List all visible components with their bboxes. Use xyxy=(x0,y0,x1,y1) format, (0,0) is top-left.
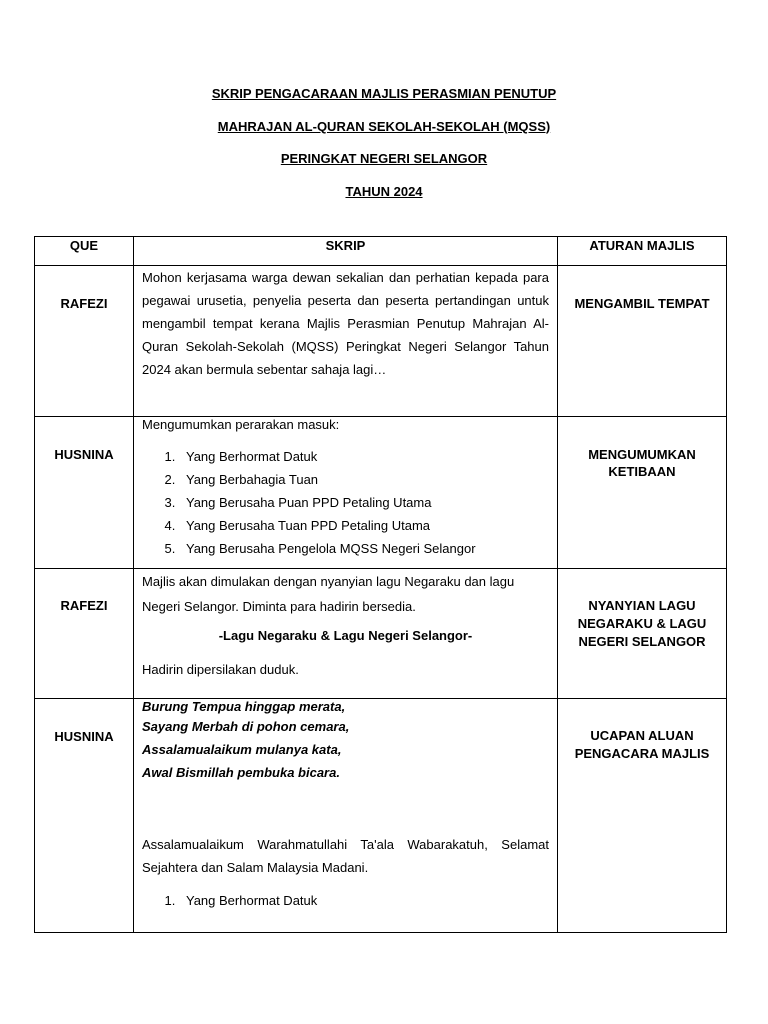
skrip-cell xyxy=(134,699,558,933)
ketibaan-list xyxy=(134,445,557,560)
pantun xyxy=(134,699,557,784)
table-row xyxy=(35,266,727,417)
aturan-line: PENGACARA MAJLIS xyxy=(574,746,710,761)
skrip-text: Mohon kerjasama warga dewan sekalian dan perhatian kepada para pegawai urusetia, penyelia peserta dan peserta pertandingan untuk mengambil tempat kerana Majlis Perasmian Penutup Mahrajan Al-Quran Sekolah-Sekolah (MQSS) Peringkat Negeri Selangor Tahun 2024 akan bermula sebentar sahaja lagi… xyxy=(142,270,549,377)
list-item: 1. Yang Berhormat Datuk xyxy=(179,889,557,912)
que-cell xyxy=(35,417,134,569)
que-name: RAFEZI xyxy=(60,598,108,613)
pantun-line: Burung Tempua hinggap merata, xyxy=(142,699,346,714)
table-row xyxy=(35,569,727,699)
header-skrip: SKRIP xyxy=(134,237,558,266)
skrip-para: Hadirin dipersilakan duduk. xyxy=(142,662,299,677)
que-name: RAFEZI xyxy=(60,296,108,311)
aturan-text xyxy=(558,417,726,480)
header-que: QUE xyxy=(35,237,134,266)
table-row xyxy=(35,699,727,933)
skrip-intro: Mengumumkan perarakan masuk: xyxy=(142,417,340,432)
que-cell xyxy=(35,569,134,699)
greeting-text: Assalamualaikum Warahmatullahi Ta'ala Wabarakatuh, Selamat Sejahtera dan Salam Malaysia Madani. xyxy=(142,837,549,875)
title-line-2: MAHRAJAN AL-QURAN SEKOLAH-SEKOLAH (MQSS) xyxy=(217,118,551,134)
list-item: 2. Yang Berbahagia Tuan xyxy=(179,468,557,491)
pantun-line: Assalamualaikum mulanya kata, xyxy=(142,742,342,757)
pantun-line: Sayang Merbah di pohon cemara, xyxy=(142,719,350,734)
document-title-block xyxy=(0,86,768,216)
aturan-text xyxy=(558,569,726,651)
que-name: HUSNINA xyxy=(54,729,114,744)
list-item: 4. Yang Berusaha Tuan PPD Petaling Utama xyxy=(179,514,557,537)
list-item: 5. Yang Berusaha Pengelola MQSS Negeri Selangor xyxy=(179,537,557,560)
header-aturan: ATURAN MAJLIS xyxy=(558,237,727,266)
song-title: -Lagu Negaraku & Lagu Negeri Selangor- xyxy=(218,628,473,643)
aturan-line: UCAPAN ALUAN xyxy=(590,728,694,743)
list-item: 3. Yang Berusaha Puan PPD Petaling Utama xyxy=(179,491,557,514)
aturan-text xyxy=(558,699,726,763)
pantun-line: Awal Bismillah pembuka bicara. xyxy=(142,765,340,780)
aturan-cell xyxy=(558,569,727,699)
aturan-line: NYANYIAN LAGU xyxy=(588,598,696,613)
title-line-4: TAHUN 2024 xyxy=(345,183,423,199)
script-table xyxy=(34,236,727,933)
aturan-line: NEGARAKU & LAGU xyxy=(577,616,707,631)
dignitary-list xyxy=(134,889,557,912)
table-row xyxy=(35,417,727,569)
aturan-text: MENGAMBIL TEMPAT xyxy=(574,296,710,311)
title-line-3: PERINGKAT NEGERI SELANGOR xyxy=(280,151,488,166)
title-line-1: SKRIP PENGACARAAN MAJLIS PERASMIAN PENUTUP xyxy=(211,86,557,101)
aturan-line: KETIBAAN xyxy=(608,464,676,479)
skrip-cell xyxy=(134,569,558,699)
table-header-row xyxy=(35,237,727,266)
que-name: HUSNINA xyxy=(54,447,114,462)
list-item: 1. Yang Berhormat Datuk xyxy=(179,445,557,468)
aturan-cell xyxy=(558,266,727,417)
que-cell xyxy=(35,699,134,933)
skrip-para: Majlis akan dimulakan dengan nyanyian lagu Negaraku dan lagu Negeri Selangor. Diminta para hadirin bersedia. xyxy=(142,574,515,614)
aturan-cell xyxy=(558,699,727,933)
aturan-line: MENGUMUMKAN xyxy=(588,447,696,462)
que-cell xyxy=(35,266,134,417)
skrip-cell xyxy=(134,266,558,417)
aturan-cell xyxy=(558,417,727,569)
aturan-line: NEGERI SELANGOR xyxy=(578,634,706,649)
skrip-cell xyxy=(134,417,558,569)
